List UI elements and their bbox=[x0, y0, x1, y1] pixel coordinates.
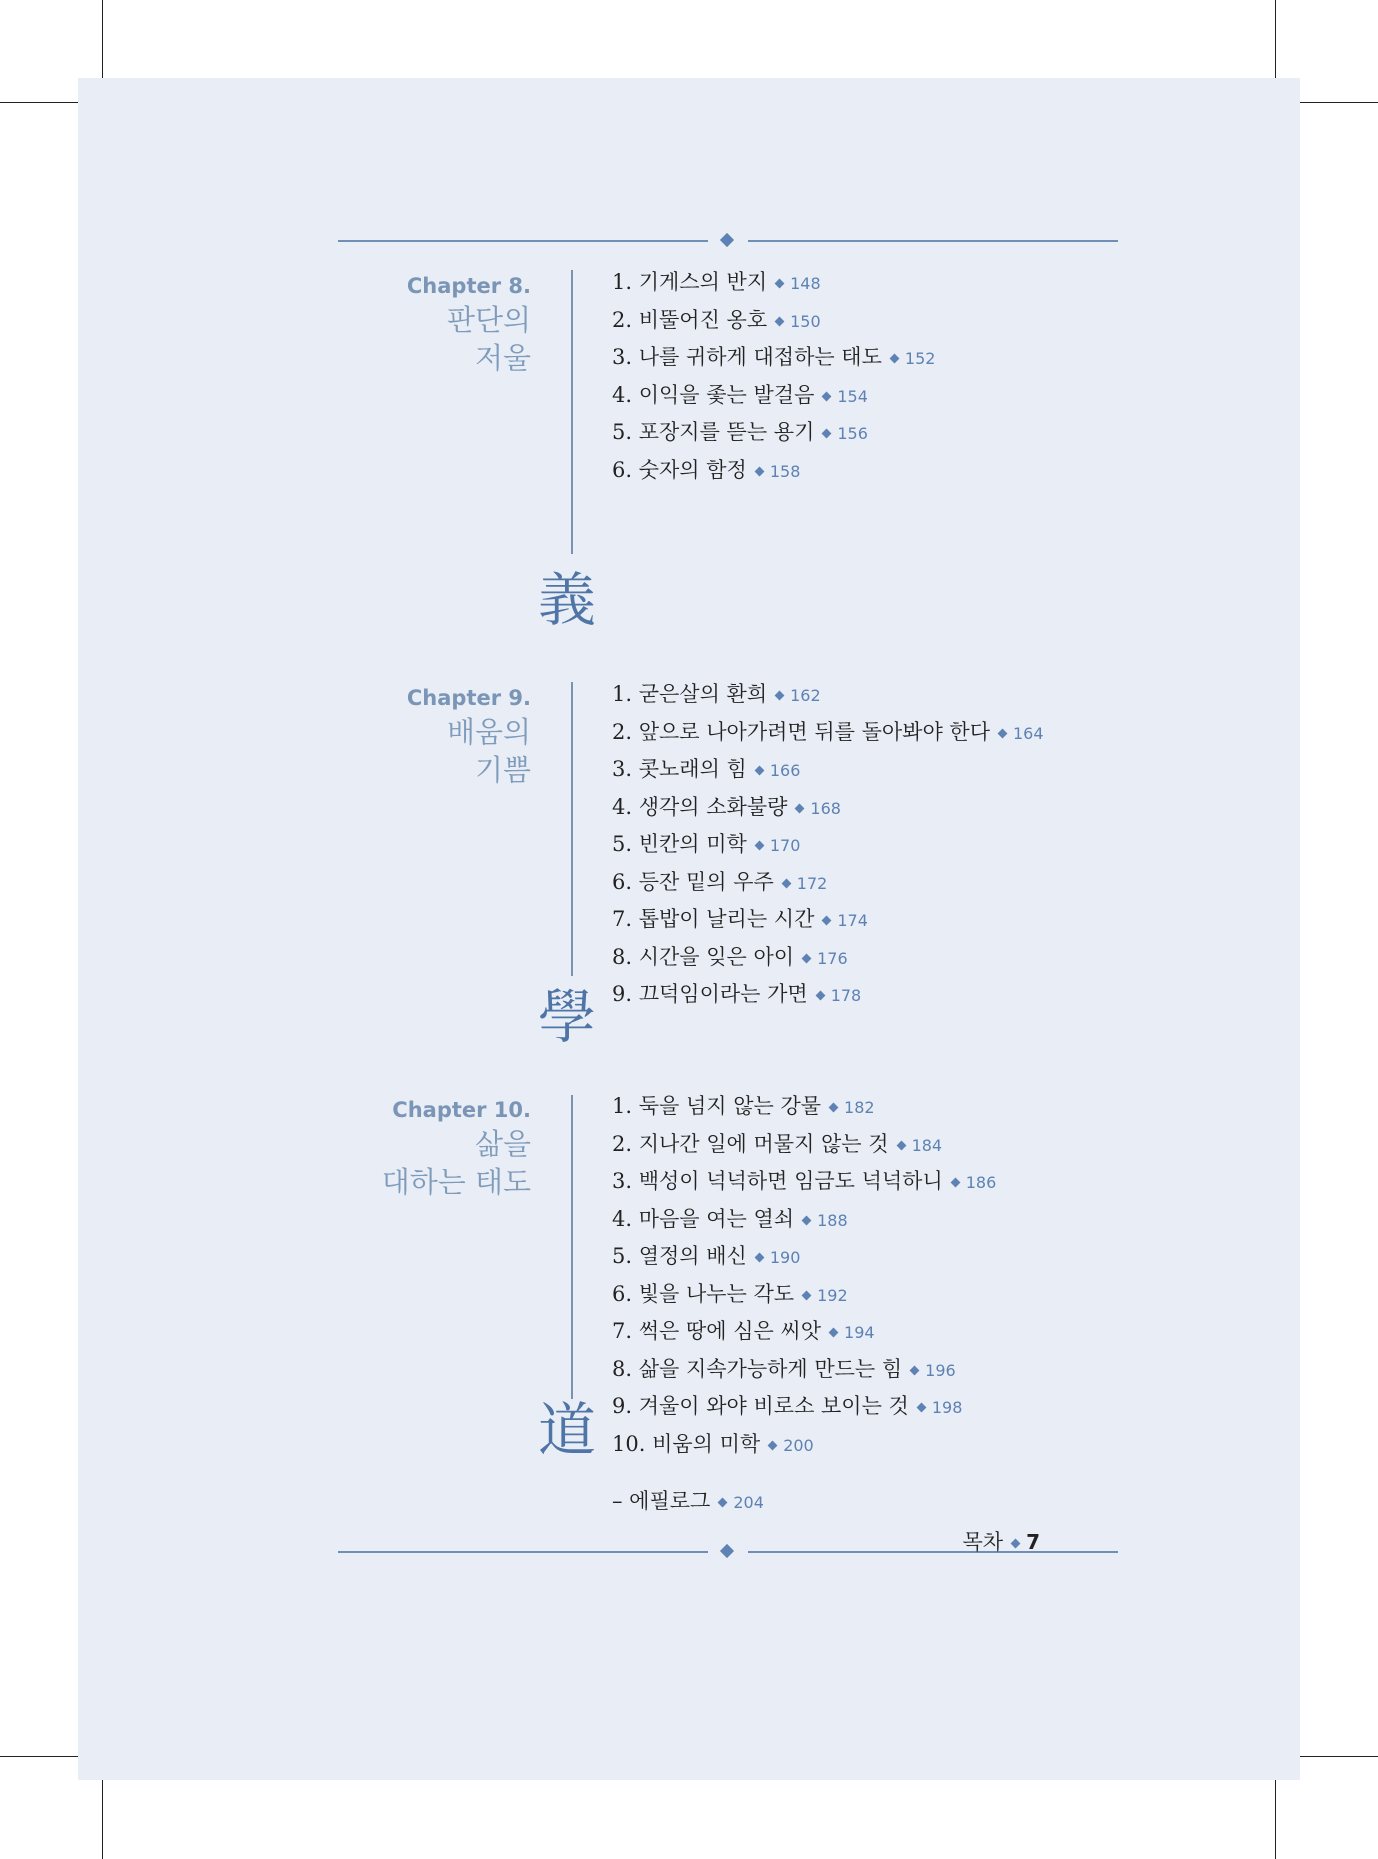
toc-entry-page: 148 bbox=[790, 274, 821, 293]
toc-entry-page: 196 bbox=[925, 1360, 956, 1380]
diamond-icon bbox=[775, 691, 785, 701]
hanja-glyph: 學 bbox=[538, 983, 597, 1051]
diamond-icon bbox=[889, 354, 899, 364]
top-divider bbox=[338, 232, 1118, 250]
chapter-number: Chapter 10. bbox=[392, 1098, 531, 1122]
toc-entry-title: 5. 열정의 배신 bbox=[612, 1244, 747, 1268]
crop-mark bbox=[0, 1756, 78, 1757]
toc-entry[interactable] bbox=[612, 939, 1044, 977]
toc-entry-page: 178 bbox=[830, 986, 862, 1005]
crop-mark bbox=[1275, 0, 1276, 78]
chapter-title-line: 기쁨 bbox=[474, 753, 531, 787]
crop-mark bbox=[1300, 102, 1378, 103]
diamond-icon bbox=[754, 841, 764, 851]
chapter-title-line: 대하는 태도 bbox=[381, 1165, 531, 1199]
toc-entry-title: 5. 포장지를 뜯는 용기 bbox=[612, 420, 815, 444]
toc-entry-page: 176 bbox=[817, 948, 848, 968]
diamond-icon bbox=[754, 766, 764, 776]
diamond-icon bbox=[781, 878, 791, 888]
toc-entry[interactable] bbox=[612, 864, 1044, 902]
toc-entry-page: 188 bbox=[817, 1210, 848, 1230]
toc-entry-title: 8. 삶을 지속가능하게 만드는 힘 bbox=[612, 1356, 903, 1381]
toc-entry-page: 190 bbox=[769, 1248, 801, 1267]
epilogue-entry[interactable] bbox=[612, 1483, 764, 1521]
diamond-icon bbox=[768, 1440, 778, 1450]
diamond-icon bbox=[775, 279, 785, 289]
toc-entry[interactable] bbox=[612, 714, 1044, 752]
toc-entry-page: 200 bbox=[783, 1435, 814, 1455]
diamond-icon bbox=[802, 953, 812, 963]
diamond-icon bbox=[822, 391, 832, 401]
toc-entry[interactable] bbox=[612, 1163, 996, 1201]
toc-entry-page: 194 bbox=[844, 1323, 875, 1342]
diamond-icon bbox=[829, 1103, 839, 1113]
toc-entry[interactable] bbox=[612, 901, 1044, 939]
chapter-8-list bbox=[612, 264, 935, 489]
chapter-9-rule bbox=[571, 682, 573, 976]
toc-entry-page: 152 bbox=[904, 349, 936, 368]
toc-entry-page: 182 bbox=[844, 1098, 875, 1117]
toc-entry[interactable] bbox=[612, 676, 1044, 714]
crop-mark bbox=[102, 0, 103, 78]
diamond-icon bbox=[795, 803, 805, 813]
diamond-icon bbox=[822, 916, 832, 926]
toc-entry-page: 164 bbox=[1013, 723, 1044, 743]
epilogue-list bbox=[612, 1483, 764, 1521]
chapter-9-list bbox=[612, 676, 1044, 1014]
toc-entry[interactable] bbox=[612, 1238, 996, 1276]
diamond-icon bbox=[896, 1140, 906, 1150]
diamond-icon bbox=[829, 1328, 839, 1338]
diamond-icon bbox=[910, 1365, 920, 1375]
toc-entry-page: 174 bbox=[837, 911, 868, 930]
toc-entry-title: 6. 등잔 밑의 우주 bbox=[612, 869, 774, 894]
toc-entry-title: 7. 톱밥이 날리는 시간 bbox=[612, 907, 815, 931]
toc-entry[interactable] bbox=[612, 1201, 996, 1239]
toc-entry[interactable] bbox=[612, 1313, 996, 1351]
toc-entry-title: 8. 시간을 잊은 아이 bbox=[612, 944, 795, 969]
toc-entry-title: 1. 둑을 넘지 않는 강물 bbox=[612, 1094, 822, 1118]
chapter-number: Chapter 8. bbox=[406, 274, 531, 298]
diamond-icon bbox=[802, 1215, 812, 1225]
crop-mark bbox=[1300, 1756, 1378, 1757]
toc-entry-page: 172 bbox=[796, 873, 828, 893]
toc-entry-title: 7. 썩은 땅에 심은 씨앗 bbox=[612, 1319, 822, 1343]
diamond-icon bbox=[754, 1253, 764, 1263]
toc-entry[interactable] bbox=[612, 302, 935, 340]
hanja-glyph: 道 bbox=[538, 1396, 597, 1464]
toc-entry-title: – 에필로그 bbox=[612, 1489, 711, 1513]
toc-entry-title: 5. 빈칸의 미학 bbox=[612, 832, 747, 856]
toc-entry-title: 10. 비움의 미학 bbox=[612, 1431, 761, 1456]
toc-entry-page: 198 bbox=[931, 1398, 963, 1417]
toc-entry[interactable] bbox=[612, 1351, 996, 1389]
chapter-title-line: 저울 bbox=[474, 341, 531, 375]
toc-entry[interactable] bbox=[612, 1088, 996, 1126]
toc-entry-page: 162 bbox=[790, 686, 821, 705]
toc-entry-page: 150 bbox=[790, 311, 821, 331]
toc-entry[interactable] bbox=[612, 751, 1044, 789]
toc-entry-page: 168 bbox=[810, 798, 841, 818]
page-footer bbox=[963, 1526, 1041, 1556]
toc-entry-title: 1. 기게스의 반지 bbox=[612, 270, 768, 294]
hanja-glyph: 義 bbox=[538, 566, 597, 634]
toc-entry-title: 4. 생각의 소화불량 bbox=[612, 794, 788, 819]
toc-entry-title: 4. 마음을 여는 열쇠 bbox=[612, 1206, 795, 1231]
crop-mark bbox=[1275, 1780, 1276, 1859]
toc-entry-title: 9. 겨울이 와야 비로소 보이는 것 bbox=[612, 1394, 909, 1418]
toc-entry-title: 3. 나를 귀하게 대접하는 태도 bbox=[612, 345, 882, 369]
toc-page bbox=[78, 78, 1300, 1780]
diamond-icon bbox=[754, 466, 764, 476]
toc-entry[interactable] bbox=[612, 826, 1044, 864]
diamond-icon bbox=[998, 728, 1008, 738]
crop-mark bbox=[0, 102, 78, 103]
diamond-icon bbox=[916, 1403, 926, 1413]
footer-label: 목차 bbox=[962, 1530, 1004, 1554]
toc-entry[interactable] bbox=[612, 1388, 996, 1426]
diamond-icon bbox=[802, 1290, 812, 1300]
toc-entry-page: 192 bbox=[817, 1285, 848, 1305]
diamond-icon bbox=[775, 316, 785, 326]
diamond-icon bbox=[822, 429, 832, 439]
chapter-title-line: 삶을 bbox=[474, 1127, 531, 1161]
diamond-icon bbox=[720, 233, 734, 247]
toc-entry[interactable] bbox=[612, 414, 935, 452]
chapter-8-heading bbox=[231, 271, 531, 377]
toc-entry-page: 170 bbox=[769, 836, 801, 855]
chapter-9-heading bbox=[231, 683, 531, 789]
toc-entry-title: 1. 굳은살의 환희 bbox=[612, 682, 768, 706]
toc-entry[interactable] bbox=[612, 339, 935, 377]
toc-entry-page: 158 bbox=[769, 461, 801, 481]
chapter-title-line: 판단의 bbox=[446, 303, 531, 337]
diamond-icon bbox=[815, 991, 825, 1001]
toc-entry-title: 2. 앞으로 나아가려면 뒤를 돌아봐야 한다 bbox=[612, 719, 990, 744]
toc-entry-title: 6. 숫자의 함정 bbox=[612, 457, 747, 482]
toc-entry-title: 2. 비뚤어진 옹호 bbox=[612, 307, 768, 332]
toc-entry-page: 184 bbox=[911, 1135, 943, 1155]
diamond-icon bbox=[1011, 1539, 1021, 1549]
toc-entry-title: 9. 끄덕임이라는 가면 bbox=[612, 982, 808, 1006]
toc-entry[interactable] bbox=[612, 377, 935, 415]
page-number: 7 bbox=[1026, 1530, 1040, 1554]
toc-entry-title: 6. 빛을 나누는 각도 bbox=[612, 1281, 795, 1306]
chapter-10-heading bbox=[231, 1095, 531, 1201]
toc-entry[interactable] bbox=[612, 976, 1044, 1014]
chapter-10-rule bbox=[571, 1095, 573, 1399]
toc-entry-title: 3. 콧노래의 힘 bbox=[612, 757, 747, 781]
chapter-number: Chapter 9. bbox=[406, 686, 531, 710]
toc-entry[interactable] bbox=[612, 1126, 996, 1164]
chapter-title-line: 배움의 bbox=[446, 715, 531, 749]
chapter-10-list bbox=[612, 1088, 996, 1463]
toc-entry-title: 3. 백성이 넉넉하면 임금도 넉넉하니 bbox=[612, 1169, 943, 1193]
toc-entry-page: 166 bbox=[769, 761, 801, 780]
diamond-icon bbox=[718, 1498, 728, 1508]
toc-entry-page: 154 bbox=[837, 386, 868, 406]
chapter-8-rule bbox=[571, 270, 573, 554]
toc-entry-title: 2. 지나간 일에 머물지 않는 것 bbox=[612, 1131, 889, 1156]
toc-entry-page: 186 bbox=[965, 1173, 997, 1192]
toc-entry[interactable] bbox=[612, 452, 935, 490]
diamond-icon bbox=[950, 1178, 960, 1188]
toc-entry[interactable] bbox=[612, 1426, 996, 1464]
diamond-icon bbox=[720, 1544, 734, 1558]
toc-entry-page: 156 bbox=[837, 424, 868, 443]
toc-entry-title: 4. 이익을 좇는 발걸음 bbox=[612, 382, 815, 407]
toc-entry-page: 204 bbox=[733, 1493, 764, 1512]
toc-entry[interactable] bbox=[612, 1276, 996, 1314]
toc-entry[interactable] bbox=[612, 789, 1044, 827]
toc-entry[interactable] bbox=[612, 264, 935, 302]
crop-mark bbox=[102, 1780, 103, 1859]
